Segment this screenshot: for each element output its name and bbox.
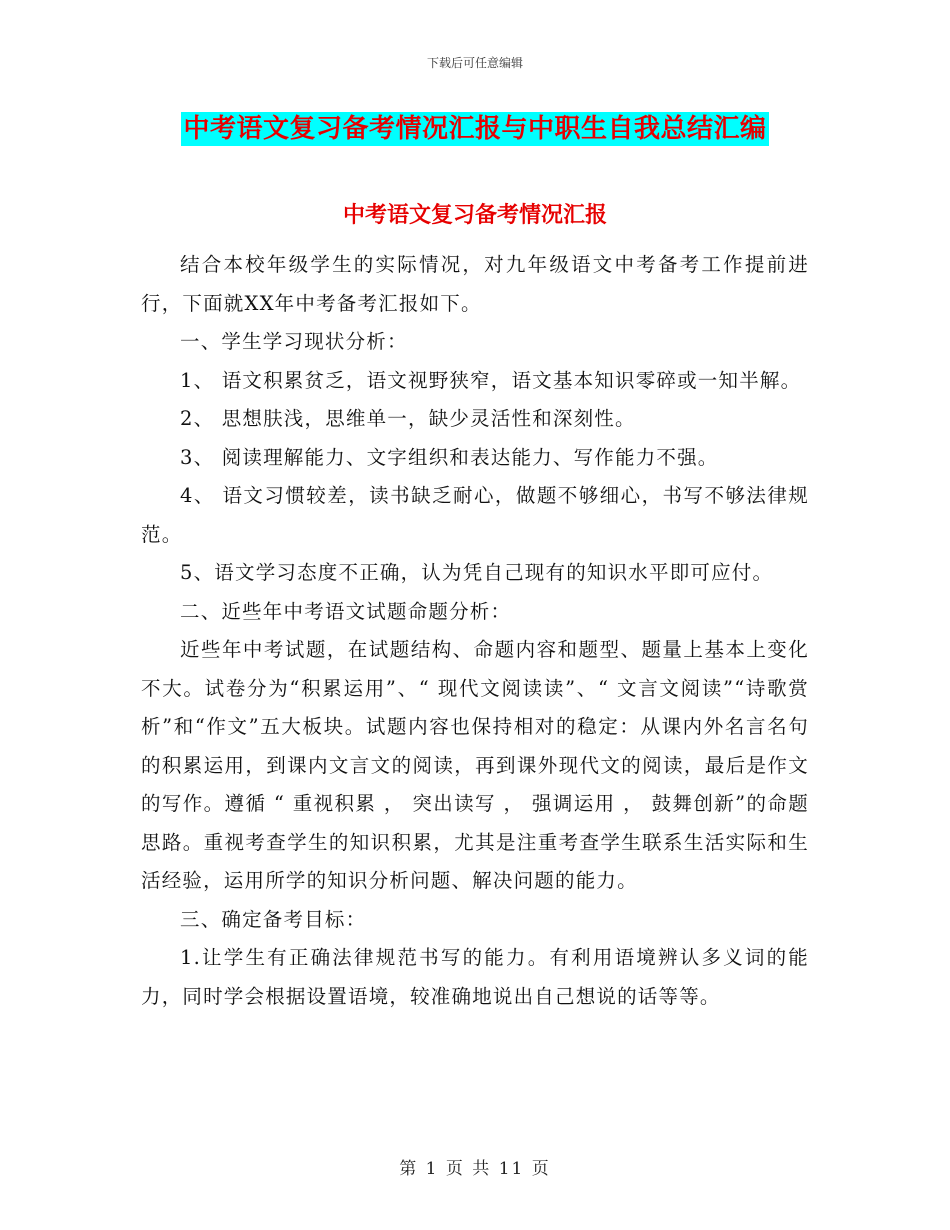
paragraph: 三、确定备考目标： <box>180 907 367 931</box>
paragraph: 结合本校年级学生的实际情况，对九年级语文中考备考工作提前进行，下面就XX年中考备考汇报如下。 <box>141 253 809 315</box>
paragraph: 5、语文学习态度不正确，认为凭自己现有的知识水平即可应付。 <box>180 561 774 584</box>
body-text <box>141 246 809 1016</box>
main-title-container <box>0 112 950 146</box>
paragraph: 二、近些年中考语文试题命题分析： <box>180 599 512 623</box>
paragraph: 3、 阅读理解能力、文字组织和表达能力、写作能力不强。 <box>180 445 719 469</box>
paragraph: 1、 语文积累贫乏，语文视野狭窄，语文基本知识零碎或一知半解。 <box>180 368 802 392</box>
paragraph: 1.让学生有正确法律规范书写的能力。有利用语境辨认多义词的能力，同时学会根据设置语境，较准确地说出自己想说的话等等。 <box>141 946 809 1008</box>
paragraph: 近些年中考试题，在试题结构、命题内容和题型、题量上基本上变化不大。试卷分为“积累运用”、“ 现代文阅读读”、“ 文言文阅读”“诗歌赏析”和“作文”五大板块。试题内容也保持相对的稳定：从课内外名言名句的积累运用，到课内文言文的阅读，再到课外现代文的阅读，最后是作文的写作。遵循 “ 重视积累 ， 突出读写 ， 强调运用 ， 鼓舞创新”的命题思路。重视考查学生的知识积累，尤其是注重考查学生联系生活实际和生活经验，运用所学的知识分析问题、解决问题的能力。 <box>141 638 809 892</box>
section-title: 中考语文复习备考情况汇报 <box>342 203 607 228</box>
header-note: 下载后可任意编辑 <box>426 56 523 70</box>
paragraph: 4、 语文习惯较差，读书缺乏耐心，做题不够细心，书写不够法律规范。 <box>141 484 809 546</box>
paragraph: 2、 思想肤浅，思维单一，缺少灵活性和深刻性。 <box>180 407 636 430</box>
page-number-footer: 第 1 页 共 11 页 <box>399 1159 551 1179</box>
document-title: 中考语文复习备考情况汇报与中职生自我总结汇编 <box>183 114 767 144</box>
paragraph: 一、学生学习现状分析： <box>180 330 408 353</box>
